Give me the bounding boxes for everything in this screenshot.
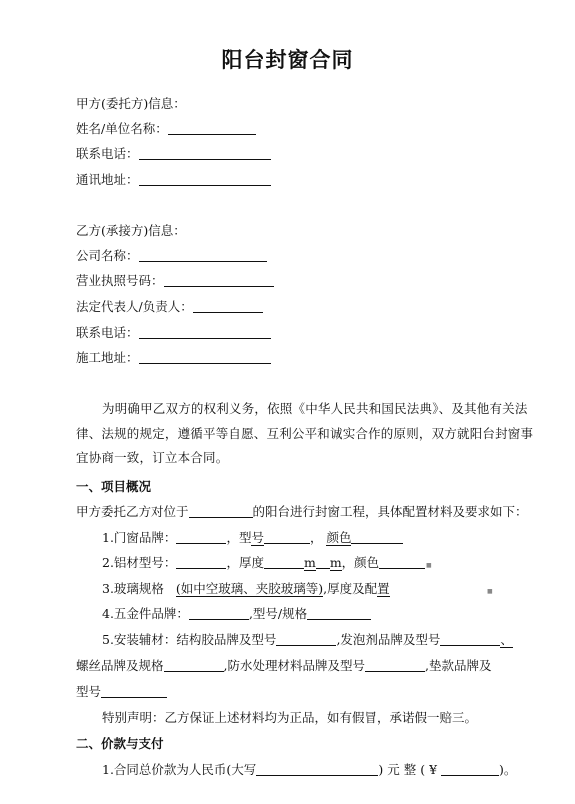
amount-in-figures-blank[interactable] xyxy=(441,762,499,776)
screw-label: 螺丝品牌及规格 xyxy=(76,658,164,673)
hardware-brand-blank[interactable] xyxy=(189,606,249,620)
party-b-rep-label: 法定代表人/负责人： xyxy=(76,299,193,314)
party-a-name-row xyxy=(76,121,256,137)
party-a-name-label: 姓名/单位名称： xyxy=(76,121,168,136)
structural-glue-blank[interactable] xyxy=(276,632,336,646)
foam-agent-label: ,发泡剂品牌及型号 xyxy=(336,632,441,647)
stray-mark: ■ xyxy=(487,588,493,595)
party-b-company-label: 公司名称： xyxy=(76,248,139,263)
hardware-spec-label: ,型号/规格 xyxy=(248,606,308,621)
party-b-site-blank[interactable] xyxy=(139,350,271,364)
glass-thickness-label: ,厚度及配 xyxy=(323,581,378,596)
item-total-price xyxy=(102,762,516,778)
structural-glue-label: 5.安装辅材：结构胶品牌及型号 xyxy=(102,632,277,647)
list-separator: 、 xyxy=(500,632,513,647)
glass-spec-label: 3.玻璃规格 xyxy=(102,581,164,596)
aluminum-color-label: ，颜色 xyxy=(341,555,380,570)
glass-config-char: 置 xyxy=(377,581,390,596)
party-a-phone-row xyxy=(76,146,271,162)
preamble-paragraph: 为明确甲乙双方的权利义务，依照《中华人民共和国民法典》、及其他有关法律、法规的规定，遵循平等自愿、互利公平和诚实合作的原则，双方就阳台封窗事宜协商一致，订立本合同。 xyxy=(76,401,534,465)
party-a-name-blank[interactable] xyxy=(168,121,256,135)
glass-type-example: (如中空玻璃、夹胶玻璃等) xyxy=(175,581,324,596)
hardware-brand-label: 4.五金件品牌： xyxy=(102,606,189,621)
party-b-company-row xyxy=(76,248,267,264)
item-accessories-line1 xyxy=(102,632,513,648)
item-accessories-line3 xyxy=(76,684,167,700)
thickness-unit-m2: m xyxy=(329,555,342,570)
item-hardware-brand xyxy=(102,606,371,622)
party-a-phone-label: 联系电话： xyxy=(76,146,139,161)
item-aluminum-model xyxy=(102,555,425,571)
door-model-label: ，型 xyxy=(226,530,252,545)
party-b-company-blank[interactable] xyxy=(139,248,267,262)
foam-agent-blank[interactable] xyxy=(440,632,500,646)
door-model-char: 号 xyxy=(251,530,264,545)
door-color-label: 颜色 xyxy=(326,530,352,545)
party-a-address-row xyxy=(76,172,271,188)
party-b-rep-blank[interactable] xyxy=(193,299,263,313)
pad-label: ,垫款品牌及 xyxy=(425,658,492,673)
party-a-phone-blank[interactable] xyxy=(139,146,271,160)
aluminum-color-blank[interactable] xyxy=(379,555,425,569)
intro-text-b: 的阳台进行封窗工程，具体配置材料及要求如下： xyxy=(252,504,528,519)
party-b-phone-label: 联系电话： xyxy=(76,325,139,340)
stray-mark: ■ xyxy=(426,562,432,569)
item-accessories-line2 xyxy=(76,658,491,674)
thickness-unit-m1: m xyxy=(303,555,316,570)
item-door-brand xyxy=(102,530,403,546)
door-color-blank[interactable] xyxy=(351,530,403,544)
party-b-site-label: 施工地址： xyxy=(76,350,139,365)
intro-text-a: 甲方委托乙方对位于 xyxy=(76,504,189,519)
section-1-heading: 一、项目概况 xyxy=(76,479,152,494)
item-glass-spec xyxy=(102,581,390,597)
door-comma: ， xyxy=(309,530,323,545)
section-1-intro xyxy=(76,504,528,520)
party-b-license-row xyxy=(76,273,274,289)
party-b-site-row xyxy=(76,350,271,366)
document-title: 阳台封窗合同 xyxy=(221,48,354,72)
closing-paren: )。 xyxy=(499,762,517,777)
thickness-blank[interactable] xyxy=(264,555,304,569)
location-blank[interactable] xyxy=(189,504,253,518)
party-b-heading: 乙方(承接方)信息： xyxy=(76,223,186,238)
waterproof-label: ,防水处理材料品牌及型号 xyxy=(223,658,365,673)
aluminum-model-blank[interactable] xyxy=(176,555,226,569)
waterproof-blank[interactable] xyxy=(365,658,425,672)
section-2-heading: 二、价款与支付 xyxy=(76,736,164,751)
party-a-address-blank[interactable] xyxy=(139,172,271,186)
party-b-license-label: 营业执照号码： xyxy=(76,273,164,288)
pad-model-label: 型号 xyxy=(76,684,102,699)
door-brand-label: 1.门窗品牌： xyxy=(102,530,177,545)
party-b-license-blank[interactable] xyxy=(164,273,274,287)
screw-blank[interactable] xyxy=(164,658,224,672)
pad-model-blank[interactable] xyxy=(101,684,167,698)
party-a-heading: 甲方(委托方)信息： xyxy=(76,96,186,111)
amount-in-words-blank[interactable] xyxy=(256,762,378,776)
door-brand-blank[interactable] xyxy=(176,530,226,544)
party-b-phone-row xyxy=(76,325,271,341)
hardware-spec-blank[interactable] xyxy=(307,606,371,620)
party-b-rep-row xyxy=(76,299,263,315)
total-price-label: 1.合同总价款为人民币(大写 xyxy=(102,762,257,777)
door-model-blank[interactable] xyxy=(264,530,310,544)
aluminum-model-label: 2.铝材型号： xyxy=(102,555,177,570)
thickness-gap xyxy=(316,555,330,569)
party-a-address-label: 通讯地址： xyxy=(76,172,139,187)
special-notice: 特别声明：乙方保证上述材料均为正品，如有假冒，承诺假一赔三。 xyxy=(102,710,478,725)
party-b-phone-blank[interactable] xyxy=(139,325,271,339)
thickness-label: ，厚度 xyxy=(226,555,264,570)
yuan-label: )元整(¥ xyxy=(378,762,442,777)
